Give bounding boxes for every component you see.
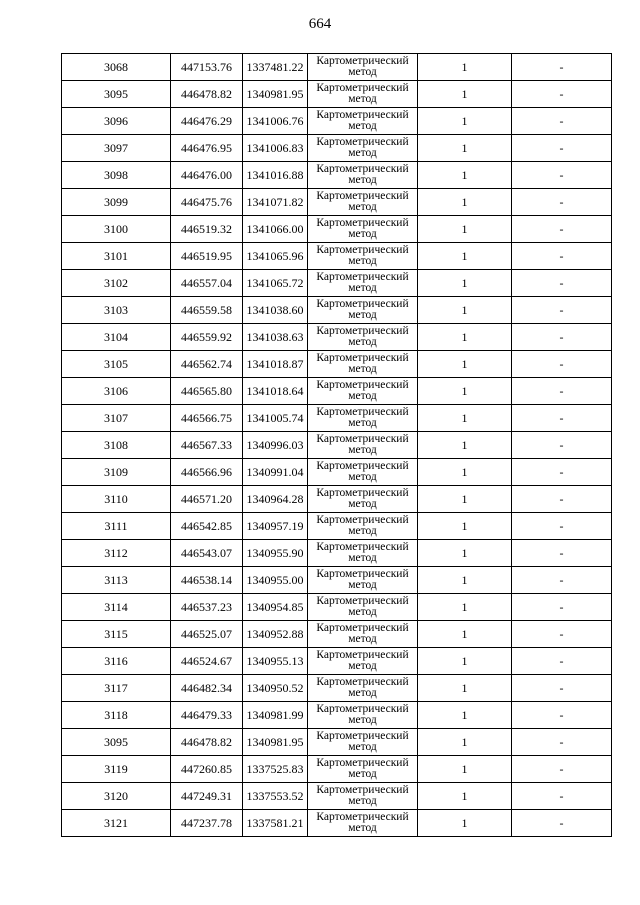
- method-line-2: метод: [348, 660, 377, 672]
- x-coordinate-cell: 447260.85: [171, 756, 243, 783]
- method-line-2: метод: [348, 282, 377, 294]
- x-coordinate-cell: 446559.58: [171, 297, 243, 324]
- accuracy-cell: 1: [418, 54, 512, 81]
- table-row: [62, 459, 612, 486]
- accuracy-cell: 1: [418, 810, 512, 837]
- method-line-1: Картометрический: [316, 730, 409, 742]
- y-coordinate-cell: 1341065.96: [243, 243, 308, 270]
- y-coordinate-cell: 1340981.99: [243, 702, 308, 729]
- x-coordinate-cell: 446538.14: [171, 567, 243, 594]
- method-cell: [308, 540, 418, 567]
- point-number-cell: 3098: [62, 162, 171, 189]
- method-line-2: метод: [348, 579, 377, 591]
- y-coordinate-cell: 1340964.28: [243, 486, 308, 513]
- method-line-2: метод: [348, 741, 377, 753]
- method-line-1: Картометрический: [316, 811, 409, 823]
- point-number-cell: 3109: [62, 459, 171, 486]
- accuracy-cell: 1: [418, 594, 512, 621]
- method-line-2: метод: [348, 606, 377, 618]
- x-coordinate-cell: 446475.76: [171, 189, 243, 216]
- y-coordinate-cell: 1341006.83: [243, 135, 308, 162]
- point-number-cell: 3107: [62, 405, 171, 432]
- table-row: [62, 324, 612, 351]
- method-line-1: Картометрический: [316, 514, 409, 526]
- note-cell: -: [512, 513, 612, 540]
- note-cell: -: [512, 486, 612, 513]
- method-line-2: метод: [348, 174, 377, 186]
- x-coordinate-cell: 446478.82: [171, 81, 243, 108]
- method-cell: [308, 270, 418, 297]
- point-number-cell: 3100: [62, 216, 171, 243]
- method-line-1: Картометрический: [316, 325, 409, 337]
- accuracy-cell: 1: [418, 432, 512, 459]
- point-number-cell: 3114: [62, 594, 171, 621]
- method-line-2: метод: [348, 714, 377, 726]
- method-cell: [308, 189, 418, 216]
- y-coordinate-cell: 1340981.95: [243, 81, 308, 108]
- x-coordinate-cell: 447249.31: [171, 783, 243, 810]
- note-cell: -: [512, 81, 612, 108]
- table-row: [62, 270, 612, 297]
- y-coordinate-cell: 1341006.76: [243, 108, 308, 135]
- point-number-cell: 3111: [62, 513, 171, 540]
- accuracy-cell: 1: [418, 270, 512, 297]
- table-row: [62, 108, 612, 135]
- method-cell: [308, 783, 418, 810]
- method-line-1: Картометрический: [316, 109, 409, 121]
- y-coordinate-cell: 1341066.00: [243, 216, 308, 243]
- accuracy-cell: 1: [418, 378, 512, 405]
- method-line-2: метод: [348, 552, 377, 564]
- method-line-1: Картометрический: [316, 352, 409, 364]
- y-coordinate-cell: 1341038.63: [243, 324, 308, 351]
- point-number-cell: 3121: [62, 810, 171, 837]
- table-row: [62, 432, 612, 459]
- coordinates-table: [61, 53, 612, 837]
- x-coordinate-cell: 446567.33: [171, 432, 243, 459]
- y-coordinate-cell: 1337525.83: [243, 756, 308, 783]
- method-line-1: Картометрический: [316, 541, 409, 553]
- method-line-1: Картометрический: [316, 595, 409, 607]
- x-coordinate-cell: 446479.33: [171, 702, 243, 729]
- method-line-2: метод: [348, 417, 377, 429]
- point-number-cell: 3095: [62, 729, 171, 756]
- note-cell: -: [512, 324, 612, 351]
- method-cell: [308, 702, 418, 729]
- note-cell: -: [512, 216, 612, 243]
- method-line-1: Картометрический: [316, 244, 409, 256]
- method-line-1: Картометрический: [316, 703, 409, 715]
- accuracy-cell: 1: [418, 783, 512, 810]
- accuracy-cell: 1: [418, 729, 512, 756]
- table-row: [62, 162, 612, 189]
- point-number-cell: 3106: [62, 378, 171, 405]
- note-cell: -: [512, 648, 612, 675]
- note-cell: -: [512, 594, 612, 621]
- method-cell: [308, 810, 418, 837]
- method-line-1: Картометрический: [316, 217, 409, 229]
- point-number-cell: 3099: [62, 189, 171, 216]
- accuracy-cell: 1: [418, 459, 512, 486]
- table-row: [62, 729, 612, 756]
- point-number-cell: 3102: [62, 270, 171, 297]
- x-coordinate-cell: 446571.20: [171, 486, 243, 513]
- table-row: [62, 756, 612, 783]
- table-row: [62, 81, 612, 108]
- point-number-cell: 3117: [62, 675, 171, 702]
- note-cell: -: [512, 540, 612, 567]
- y-coordinate-cell: 1341065.72: [243, 270, 308, 297]
- point-number-cell: 3113: [62, 567, 171, 594]
- method-line-1: Картометрический: [316, 460, 409, 472]
- point-number-cell: 3104: [62, 324, 171, 351]
- x-coordinate-cell: 446519.32: [171, 216, 243, 243]
- method-line-2: метод: [348, 201, 377, 213]
- method-cell: [308, 81, 418, 108]
- note-cell: -: [512, 270, 612, 297]
- y-coordinate-cell: 1340950.52: [243, 675, 308, 702]
- method-line-2: метод: [348, 633, 377, 645]
- table-row: [62, 378, 612, 405]
- method-cell: [308, 108, 418, 135]
- accuracy-cell: 1: [418, 189, 512, 216]
- x-coordinate-cell: 446542.85: [171, 513, 243, 540]
- method-cell: [308, 351, 418, 378]
- method-line-2: метод: [348, 93, 377, 105]
- table-row: [62, 513, 612, 540]
- method-cell: [308, 648, 418, 675]
- accuracy-cell: 1: [418, 243, 512, 270]
- accuracy-cell: 1: [418, 297, 512, 324]
- method-line-1: Картометрический: [316, 190, 409, 202]
- y-coordinate-cell: 1341018.64: [243, 378, 308, 405]
- method-cell: [308, 675, 418, 702]
- coordinates-table-body: [62, 54, 612, 837]
- method-line-1: Картометрический: [316, 379, 409, 391]
- y-coordinate-cell: 1340957.19: [243, 513, 308, 540]
- note-cell: -: [512, 729, 612, 756]
- x-coordinate-cell: 446476.95: [171, 135, 243, 162]
- note-cell: -: [512, 54, 612, 81]
- method-line-2: метод: [348, 525, 377, 537]
- method-line-2: метод: [348, 390, 377, 402]
- accuracy-cell: 1: [418, 162, 512, 189]
- y-coordinate-cell: 1341016.88: [243, 162, 308, 189]
- table-row: [62, 702, 612, 729]
- accuracy-cell: 1: [418, 621, 512, 648]
- accuracy-cell: 1: [418, 486, 512, 513]
- method-cell: [308, 594, 418, 621]
- note-cell: -: [512, 459, 612, 486]
- method-line-2: метод: [348, 687, 377, 699]
- y-coordinate-cell: 1340955.90: [243, 540, 308, 567]
- x-coordinate-cell: 446562.74: [171, 351, 243, 378]
- table-row: [62, 135, 612, 162]
- note-cell: -: [512, 675, 612, 702]
- method-line-2: метод: [348, 822, 377, 834]
- note-cell: -: [512, 405, 612, 432]
- method-cell: [308, 729, 418, 756]
- method-line-2: метод: [348, 444, 377, 456]
- method-line-1: Картометрический: [316, 487, 409, 499]
- x-coordinate-cell: 447237.78: [171, 810, 243, 837]
- method-line-1: Картометрический: [316, 55, 409, 67]
- accuracy-cell: 1: [418, 567, 512, 594]
- table-row: [62, 243, 612, 270]
- accuracy-cell: 1: [418, 108, 512, 135]
- method-line-2: метод: [348, 66, 377, 78]
- note-cell: -: [512, 702, 612, 729]
- method-line-2: метод: [348, 255, 377, 267]
- y-coordinate-cell: 1337581.21: [243, 810, 308, 837]
- method-line-1: Картометрический: [316, 298, 409, 310]
- accuracy-cell: 1: [418, 135, 512, 162]
- method-line-2: метод: [348, 768, 377, 780]
- table-row: [62, 486, 612, 513]
- method-cell: [308, 216, 418, 243]
- accuracy-cell: 1: [418, 648, 512, 675]
- method-line-2: метод: [348, 120, 377, 132]
- point-number-cell: 3110: [62, 486, 171, 513]
- point-number-cell: 3119: [62, 756, 171, 783]
- x-coordinate-cell: 446566.96: [171, 459, 243, 486]
- note-cell: -: [512, 243, 612, 270]
- note-cell: -: [512, 567, 612, 594]
- table-row: [62, 189, 612, 216]
- y-coordinate-cell: 1340954.85: [243, 594, 308, 621]
- method-cell: [308, 297, 418, 324]
- point-number-cell: 3118: [62, 702, 171, 729]
- method-line-1: Картометрический: [316, 82, 409, 94]
- accuracy-cell: 1: [418, 540, 512, 567]
- note-cell: -: [512, 297, 612, 324]
- x-coordinate-cell: 446565.80: [171, 378, 243, 405]
- table-row: [62, 216, 612, 243]
- method-cell: [308, 621, 418, 648]
- note-cell: -: [512, 378, 612, 405]
- table-row: [62, 810, 612, 837]
- method-line-2: метод: [348, 147, 377, 159]
- point-number-cell: 3112: [62, 540, 171, 567]
- y-coordinate-cell: 1341071.82: [243, 189, 308, 216]
- note-cell: -: [512, 135, 612, 162]
- x-coordinate-cell: 446478.82: [171, 729, 243, 756]
- method-cell: [308, 513, 418, 540]
- note-cell: -: [512, 756, 612, 783]
- x-coordinate-cell: 446557.04: [171, 270, 243, 297]
- note-cell: -: [512, 189, 612, 216]
- accuracy-cell: 1: [418, 405, 512, 432]
- y-coordinate-cell: 1340981.95: [243, 729, 308, 756]
- table-row: [62, 594, 612, 621]
- method-cell: [308, 324, 418, 351]
- x-coordinate-cell: 446537.23: [171, 594, 243, 621]
- point-number-cell: 3097: [62, 135, 171, 162]
- x-coordinate-cell: 446476.00: [171, 162, 243, 189]
- method-line-1: Картометрический: [316, 136, 409, 148]
- table-row: [62, 297, 612, 324]
- y-coordinate-cell: 1340996.03: [243, 432, 308, 459]
- table-row: [62, 54, 612, 81]
- method-line-1: Картометрический: [316, 622, 409, 634]
- y-coordinate-cell: 1341018.87: [243, 351, 308, 378]
- page-number: 664: [308, 16, 332, 32]
- x-coordinate-cell: 446525.07: [171, 621, 243, 648]
- table-row: [62, 540, 612, 567]
- method-line-1: Картометрический: [316, 676, 409, 688]
- method-line-1: Картометрический: [316, 649, 409, 661]
- method-cell: [308, 567, 418, 594]
- x-coordinate-cell: 446519.95: [171, 243, 243, 270]
- method-line-1: Картометрический: [316, 163, 409, 175]
- accuracy-cell: 1: [418, 216, 512, 243]
- accuracy-cell: 1: [418, 513, 512, 540]
- x-coordinate-cell: 446543.07: [171, 540, 243, 567]
- table-row: [62, 351, 612, 378]
- y-coordinate-cell: 1337481.22: [243, 54, 308, 81]
- method-line-2: метод: [348, 363, 377, 375]
- method-line-1: Картометрический: [316, 271, 409, 283]
- y-coordinate-cell: 1340955.00: [243, 567, 308, 594]
- y-coordinate-cell: 1340955.13: [243, 648, 308, 675]
- method-cell: [308, 432, 418, 459]
- table-row: [62, 783, 612, 810]
- note-cell: -: [512, 432, 612, 459]
- point-number-cell: 3120: [62, 783, 171, 810]
- method-cell: [308, 162, 418, 189]
- point-number-cell: 3116: [62, 648, 171, 675]
- method-cell: [308, 459, 418, 486]
- accuracy-cell: 1: [418, 81, 512, 108]
- table-row: [62, 621, 612, 648]
- x-coordinate-cell: 447153.76: [171, 54, 243, 81]
- method-line-2: метод: [348, 309, 377, 321]
- x-coordinate-cell: 446482.34: [171, 675, 243, 702]
- method-line-1: Картометрический: [316, 568, 409, 580]
- table-row: [62, 675, 612, 702]
- note-cell: -: [512, 810, 612, 837]
- y-coordinate-cell: 1340952.88: [243, 621, 308, 648]
- accuracy-cell: 1: [418, 324, 512, 351]
- note-cell: -: [512, 162, 612, 189]
- x-coordinate-cell: 446566.75: [171, 405, 243, 432]
- x-coordinate-cell: 446559.92: [171, 324, 243, 351]
- table-row: [62, 648, 612, 675]
- table-row: [62, 567, 612, 594]
- method-cell: [308, 486, 418, 513]
- note-cell: -: [512, 108, 612, 135]
- y-coordinate-cell: 1341005.74: [243, 405, 308, 432]
- accuracy-cell: 1: [418, 702, 512, 729]
- x-coordinate-cell: 446524.67: [171, 648, 243, 675]
- note-cell: -: [512, 351, 612, 378]
- point-number-cell: 3101: [62, 243, 171, 270]
- method-cell: [308, 135, 418, 162]
- method-line-2: метод: [348, 336, 377, 348]
- accuracy-cell: 1: [418, 756, 512, 783]
- table-row: [62, 405, 612, 432]
- method-line-1: Картометрический: [316, 757, 409, 769]
- y-coordinate-cell: 1340991.04: [243, 459, 308, 486]
- accuracy-cell: 1: [418, 675, 512, 702]
- method-line-2: метод: [348, 795, 377, 807]
- point-number-cell: 3115: [62, 621, 171, 648]
- y-coordinate-cell: 1337553.52: [243, 783, 308, 810]
- method-line-1: Картометрический: [316, 433, 409, 445]
- note-cell: -: [512, 783, 612, 810]
- method-line-1: Картометрический: [316, 784, 409, 796]
- point-number-cell: 3105: [62, 351, 171, 378]
- point-number-cell: 3096: [62, 108, 171, 135]
- note-cell: -: [512, 621, 612, 648]
- method-line-2: метод: [348, 228, 377, 240]
- method-cell: [308, 243, 418, 270]
- x-coordinate-cell: 446476.29: [171, 108, 243, 135]
- point-number-cell: 3103: [62, 297, 171, 324]
- point-number-cell: 3068: [62, 54, 171, 81]
- method-line-1: Картометрический: [316, 406, 409, 418]
- method-cell: [308, 54, 418, 81]
- point-number-cell: 3095: [62, 81, 171, 108]
- method-cell: [308, 378, 418, 405]
- method-cell: [308, 405, 418, 432]
- y-coordinate-cell: 1341038.60: [243, 297, 308, 324]
- method-cell: [308, 756, 418, 783]
- method-line-2: метод: [348, 498, 377, 510]
- accuracy-cell: 1: [418, 351, 512, 378]
- method-line-2: метод: [348, 471, 377, 483]
- point-number-cell: 3108: [62, 432, 171, 459]
